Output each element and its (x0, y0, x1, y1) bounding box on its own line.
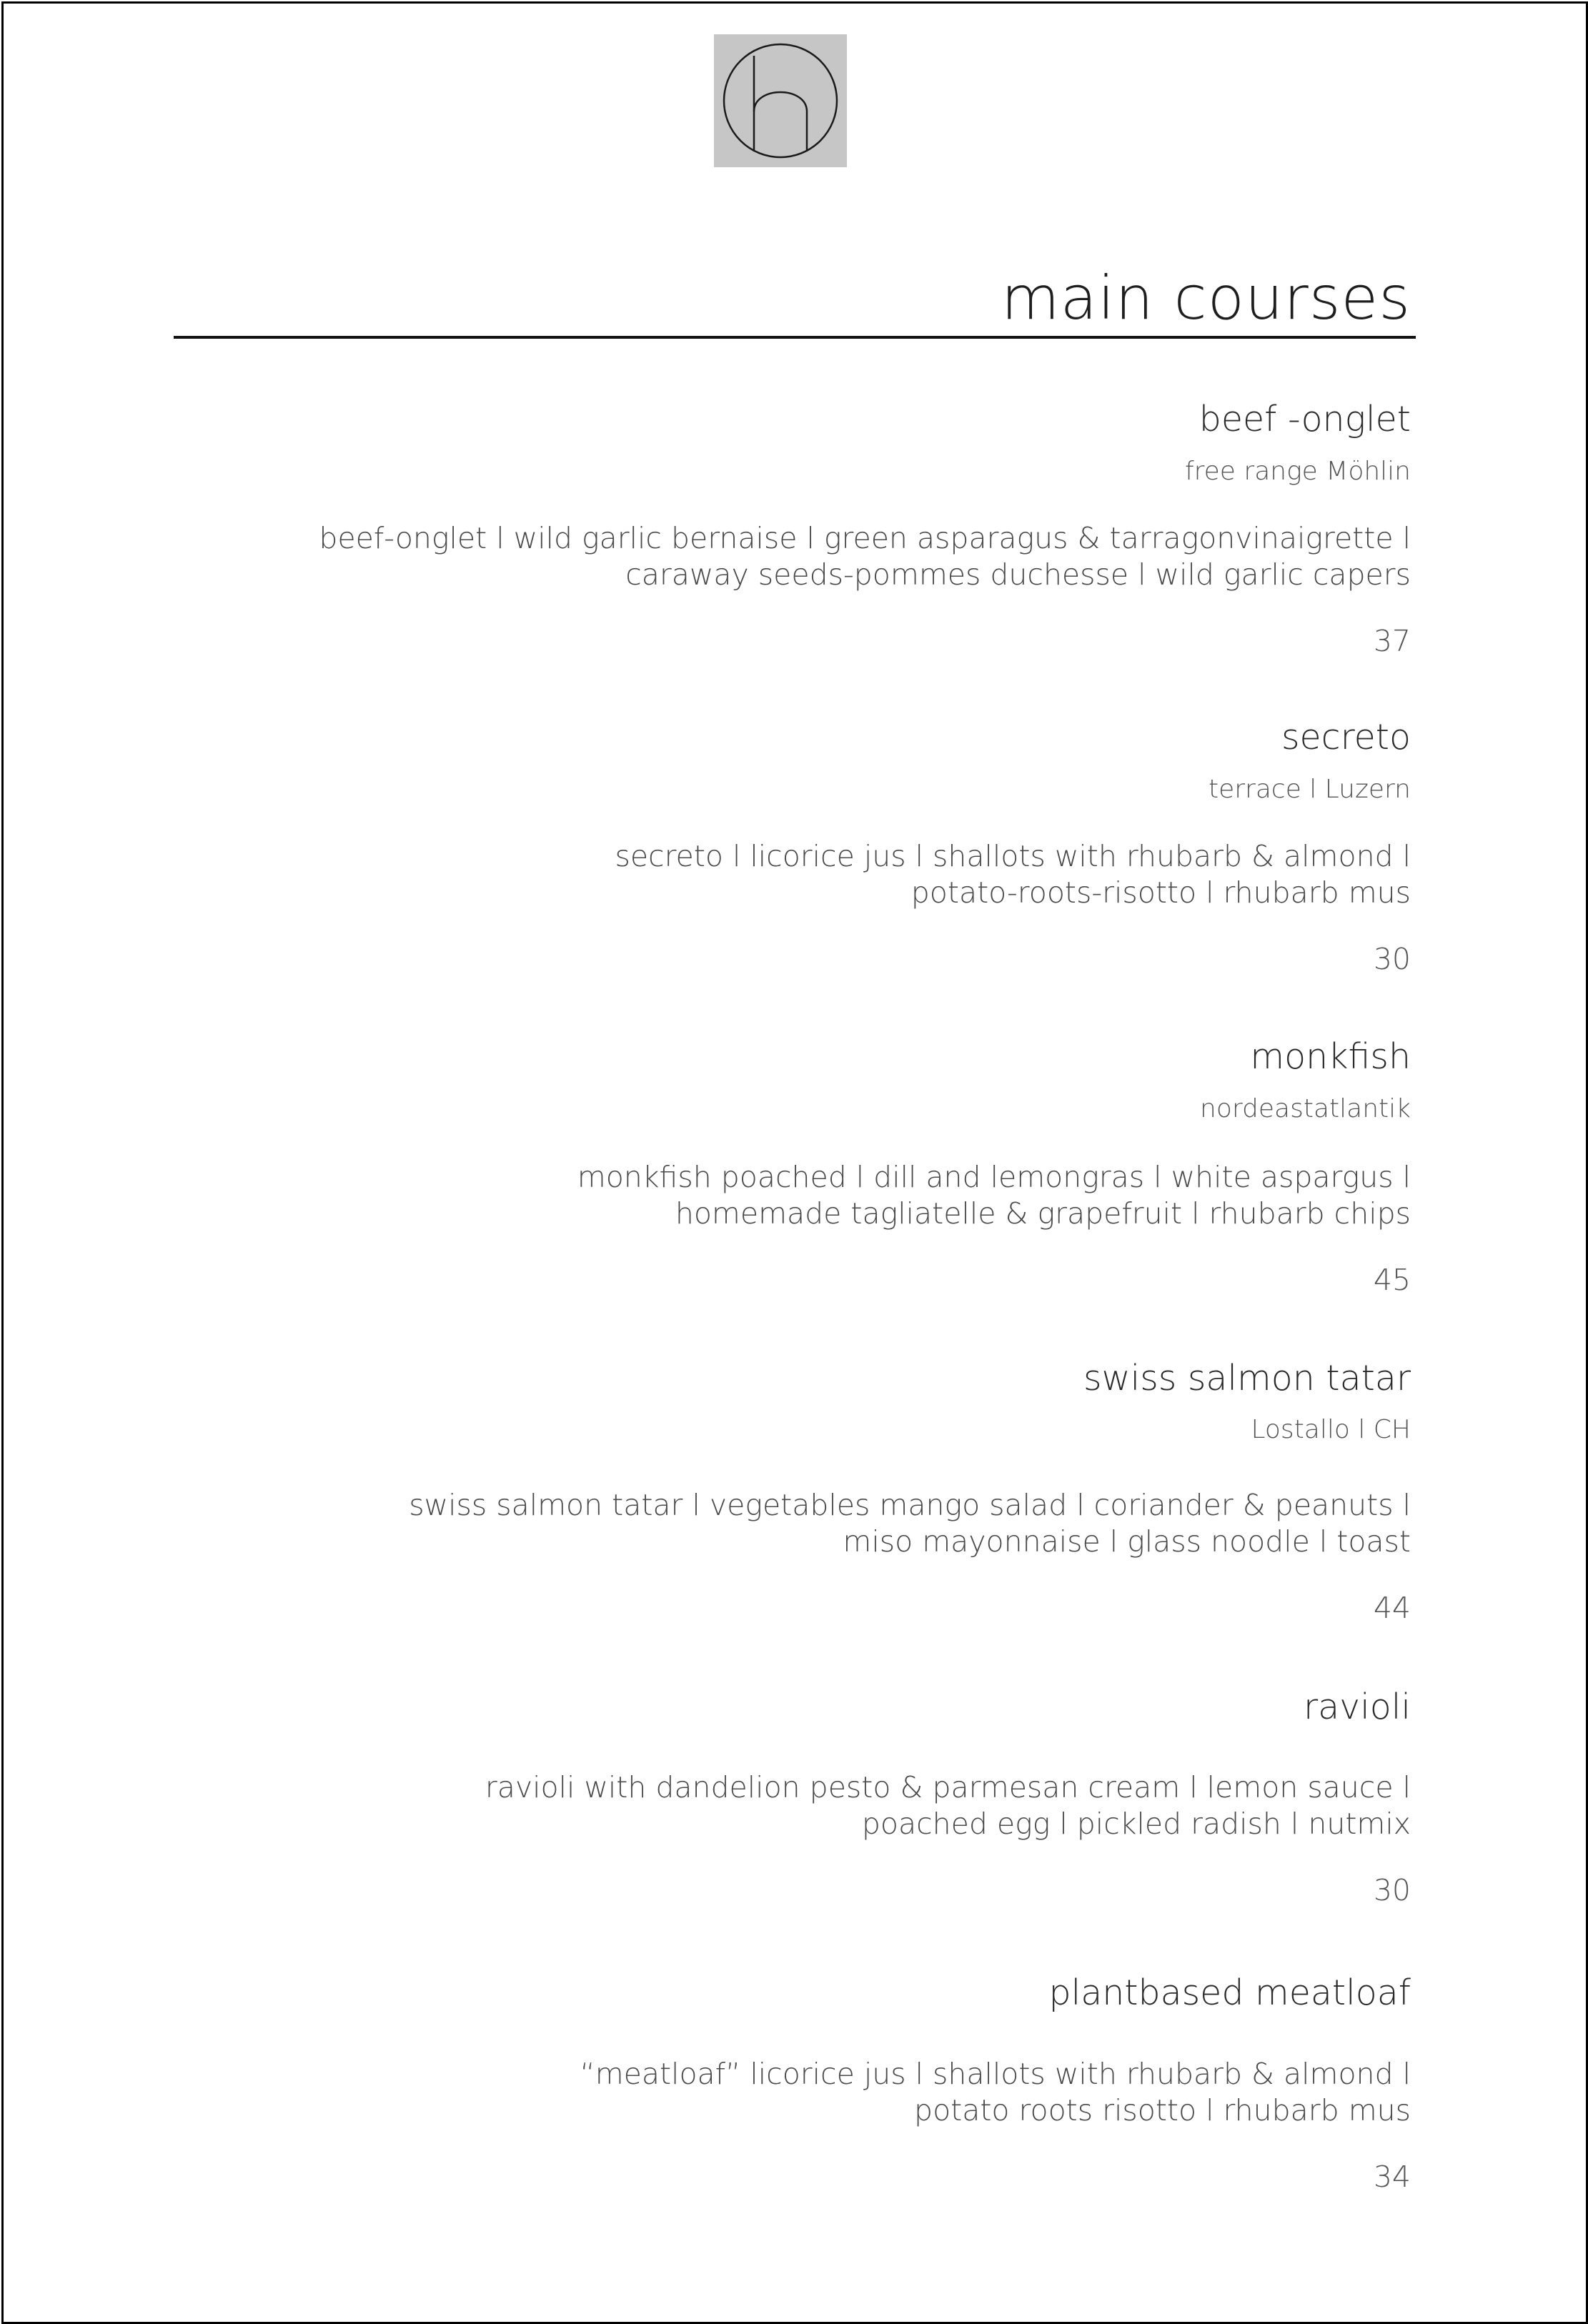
dish-price: 45 (1373, 1263, 1411, 1297)
title-divider (174, 336, 1416, 339)
dish-description-line: “meatloaf” licorice jus l shallots with rhubarb & almond l (580, 2057, 1411, 2091)
dish-price: 30 (1373, 1873, 1411, 1907)
logo-h-icon (714, 34, 847, 167)
dish-price: 37 (1373, 624, 1411, 658)
dish-description-line: caraway seeds-pommes duchesse l wild garlic capers (625, 557, 1411, 592)
dish-description (485, 1769, 1411, 1842)
dish-name: beef -onglet (1199, 399, 1411, 440)
dish-description-line: ravioli with dandelion pesto & parmesan cream l lemon sauce l (485, 1770, 1411, 1804)
dish-price: 34 (1373, 2160, 1411, 2194)
dish-description (577, 1159, 1411, 1232)
dish-description (580, 2056, 1411, 2129)
dish-price: 30 (1373, 942, 1411, 976)
dish-name: monkfish (1250, 1036, 1411, 1077)
dish-description (319, 520, 1411, 593)
dish-description-line: poached egg l pickled radish l nutmix (861, 1807, 1411, 1841)
dish-description-line: swiss salmon tatar l vegetables mango salad l coriander & peanuts l (409, 1488, 1411, 1522)
dish-description-line: potato roots risotto l rhubarb mus (914, 2093, 1411, 2127)
restaurant-logo (714, 34, 847, 167)
dish-description-line: miso mayonnaise l glass noodle l toast (843, 1524, 1411, 1559)
dish-name: secreto (1281, 717, 1411, 758)
page-title: main courses (1001, 263, 1411, 333)
dish-name: swiss salmon tatar (1083, 1358, 1411, 1399)
dish-origin: terrace l Luzern (1208, 775, 1411, 804)
dish-description (615, 838, 1411, 911)
dish-price: 44 (1373, 1591, 1411, 1625)
dish-description-line: beef-onglet l wild garlic bernaise l green asparagus & tarragonvinaigrette l (319, 521, 1411, 555)
dish-description-line: secreto l licorice jus l shallots with rhubarb & almond l (615, 839, 1411, 873)
dish-origin: free range Möhlin (1184, 457, 1411, 486)
dish-origin: Lostallo l CH (1251, 1415, 1411, 1444)
dish-name: plantbased meatloaf (1048, 1972, 1411, 2013)
dish-origin: nordeastatlantik (1200, 1094, 1411, 1123)
dish-description-line: monkfish poached l dill and lemongras l white aspargus l (577, 1160, 1411, 1194)
dish-description (409, 1487, 1411, 1560)
dish-description-line: potato-roots-risotto l rhubarb mus (910, 875, 1411, 910)
dish-description-line: homemade tagliatelle & grapefruit l rhubarb chips (675, 1196, 1411, 1231)
dish-name: ravioli (1304, 1687, 1411, 1727)
